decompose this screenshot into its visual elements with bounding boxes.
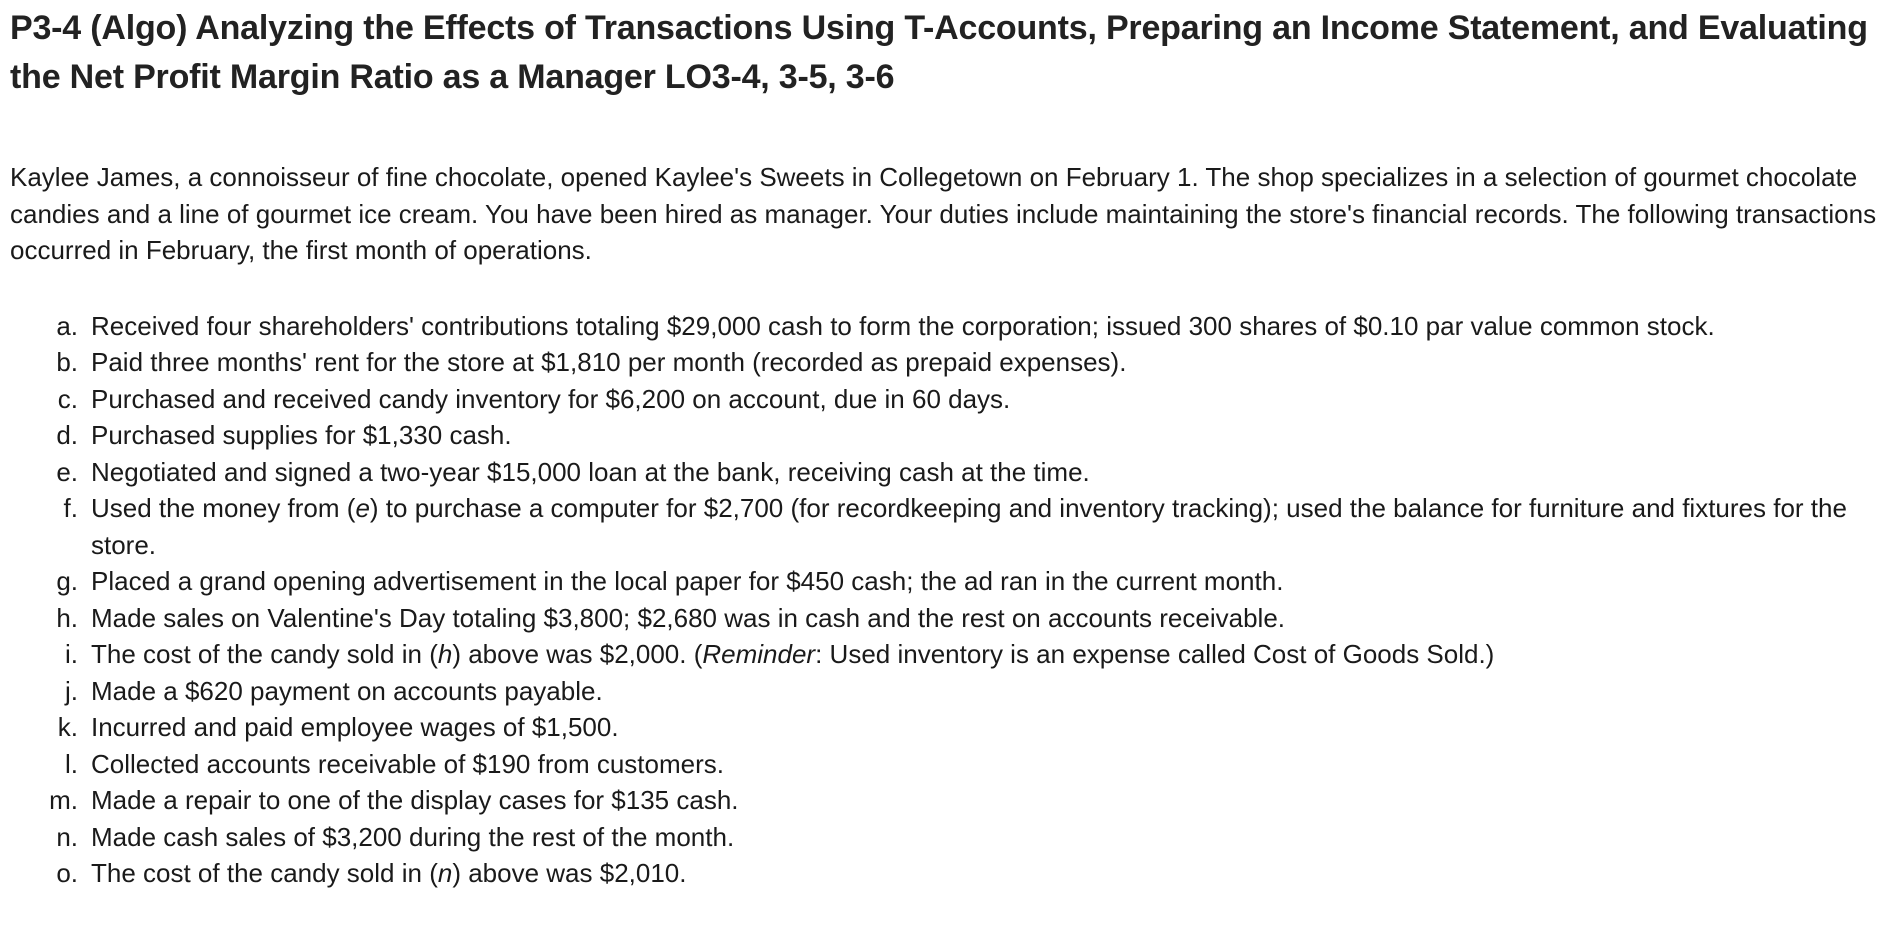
transaction-letter: i. [65,639,78,669]
transaction-item-h [10,600,1878,637]
transaction-item-k [10,709,1878,746]
transaction-item-d [10,417,1878,454]
transaction-text: Negotiated and signed a two-year $15,000 loan at the bank, receiving cash at the time. [91,456,1090,487]
transaction-text: Purchased and received candy inventory for $6,200 on account, due in 60 days. [91,383,1011,414]
transaction-text-part: ) above was $2,000. ( [452,639,703,669]
transaction-text: Made a $620 payment on accounts payable. [91,675,603,706]
problem-title: P3-4 (Algo) Analyzing the Effects of Transactions Using T-Accounts, Preparing an Income Statement, and Evaluating the Net Profit Margin Ratio as a Manager LO3-4, 3-5, 3-6 [10,9,1868,96]
transaction-text-part: Used the money from ( [91,493,356,523]
transaction-text [91,858,686,888]
transaction-item-o [10,855,1878,892]
transaction-item-j [10,673,1878,710]
transaction-letter: d. [56,420,78,450]
transaction-text: Placed a grand opening advertisement in the local paper for $450 cash; the ad ran in the current month. [91,566,1284,596]
transaction-letter: f. [63,493,78,523]
transaction-letter: g. [56,566,78,596]
transaction-text-part: ) above was $2,010. [452,858,687,888]
transaction-letter: j. [65,675,78,706]
transaction-reference: e [355,493,370,523]
transaction-letter: b. [56,347,78,377]
transaction-text: Incurred and paid employee wages of $1,500. [91,712,619,742]
transaction-text: Paid three months' rent for the store at $1,810 per month (recorded as prepaid expenses). [91,347,1127,377]
transaction-reference: h [437,639,453,669]
transaction-letter: l. [65,748,78,779]
problem-intro: Kaylee James, a connoisseur of fine chocolate, opened Kaylee's Sweets in Collegetown on February 1. The shop specializes in a selection of gourmet chocolate candies and a line of gourmet ice cream. You have been hired as manager. Your duties include maintaining the store's financial records. The following transactions occurred in February, the first month of operations. [10,162,1877,265]
transaction-item-c [10,381,1878,418]
transaction-item-f [10,490,1878,563]
transaction-text [91,639,1494,669]
transaction-item-g [10,563,1878,600]
transaction-text: Made cash sales of $3,200 during the rest of the month. [91,821,735,852]
transaction-item-m [10,782,1878,819]
transaction-text-part: ) to purchase a computer for $2,700 (for recordkeeping and inventory tracking); used the balance for furniture and fixtures for the store. [91,493,1847,560]
transaction-text: Collected accounts receivable of $190 from customers. [91,748,724,779]
transaction-letter: m. [49,785,78,815]
reminder-label: Reminder [702,639,816,669]
transaction-text: Made sales on Valentine's Day totaling $3,800; $2,680 was in cash and the rest on accounts receivable. [91,602,1286,633]
transaction-item-n [10,819,1878,856]
transaction-text: Purchased supplies for $1,330 cash. [91,420,512,450]
transaction-text [91,493,1847,560]
transaction-text-part: : Used inventory is an expense called Cost of Goods Sold.) [815,639,1495,669]
transaction-letter: o. [56,858,78,888]
transaction-letter: c. [57,383,78,414]
transaction-reference: n [437,858,453,888]
transaction-letter: h. [56,602,78,633]
transaction-text-part: The cost of the candy sold in ( [91,639,438,669]
transaction-letter: a. [56,310,78,341]
transaction-item-i [10,636,1878,673]
transaction-item-a [10,308,1878,345]
transaction-letter: n. [56,821,78,852]
transaction-list [10,308,1878,892]
transaction-item-l [10,746,1878,783]
transaction-letter: e. [56,456,78,487]
transaction-letter: k. [57,712,78,742]
transaction-item-b [10,344,1878,381]
transaction-item-e [10,454,1878,491]
transaction-text: Received four shareholders' contributions totaling $29,000 cash to form the corporation; issued 300 shares of $0.10 par value common stock. [91,310,1715,341]
transaction-text-part: The cost of the candy sold in ( [91,858,438,888]
transaction-text: Made a repair to one of the display cases for $135 cash. [91,785,739,815]
